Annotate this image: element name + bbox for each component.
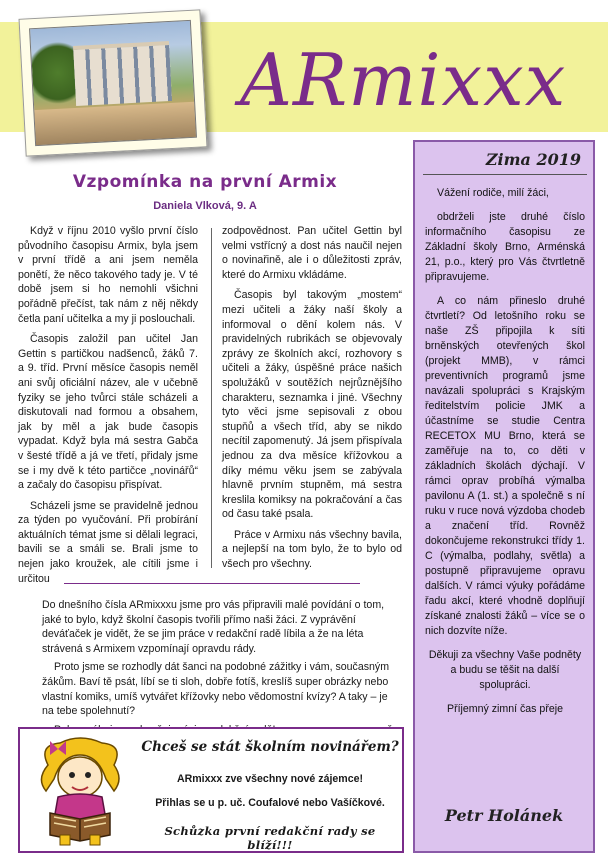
girl-reading-illustration xyxy=(28,735,132,847)
article-column-left xyxy=(18,224,198,592)
article-paragraph: Práce v Armixu nás všechny bavila, a nejlepší na tom bylo, že to bylo od všech pro všechny. xyxy=(222,528,402,571)
school-building-photo xyxy=(29,20,197,146)
sidebar-closing: Příjemný zimní čas přeje xyxy=(447,703,563,715)
sidebar-paragraph: A co nám přineslo druhé čtvrtletí? Od letošního roku se naše ZŠ připojila k síti brněnských otevřených škol (projekt MMB), v rámci preventivních programů jsme navázali spolupráci s Krajským ředitelstvím policie JMK a účastníme se studie Centra RECETOX MU Brno, která se zaměřuje na to, co děti v základních školách dýchají. V rámci oprav probíhá výmalba pavilonu A (1. st.) a společně s ní ruku v ruce nová výzdoba chodeb a značení tříd. Rovněž dokončujeme rekonstrukci třídy 1. C (výmalba, podlahy, světla) a postupně připravujeme opravu dalších. V rámci výuky pořádáme řadu akcí, které vhodně doplňují získané znalosti žáků – více se o nich dozvíte níže. xyxy=(425,295,585,637)
article-paragraph: Časopis založil pan učitel Jan Gettin s partičkou nadšenců, žáků 7. a 9. tříd. První měsíce časopis neměl ani svůj oficiální název, ale v učebně fyziky se jeho tvůrci stále scházeli a diskutovali nad formou a obsahem, jak by měl a jak bude časopis vypadat. Když byla má sestra Gabča v šesté třídě a já ve třetí, přidaly jsme se i my dvě k této partičce „novinářů“ a začaly do časopisu přispívat. xyxy=(18,333,198,492)
article-paragraph: Časopis byl takovým „mostem“ mezi učiteli a žáky naší školy a informoval o dění kolem nás. V pravidelných rubrikách se objevovaly zprávy ze školních akcí, rozhovory s učiteli a žáky, úspěšné práce našich spolužáků v soutěžích nejrůznějšího charakteru, seznamka i jiné. Všechny tyto věci jsme sepisovali z obou stupňů a všech tříd, aby se nikdo necítil zapomenutý. Já jsem přispívala jednou za dva měsíce křížovkou a díky mému věku jsem se zabývala hlavně prvním stupněm, má sestra kreslila komiksy na pokračování a čas od času také psala. xyxy=(222,289,402,521)
masthead-title: ARmixxx xyxy=(240,38,567,122)
article-author: Daniela Vlková, 9. A xyxy=(153,200,257,212)
editorial-note xyxy=(42,598,396,741)
sidebar-paragraph: Děkuji za všechny Vaše podněty a budu se těšit na další spolupráci. xyxy=(428,649,582,691)
invitation-headline: Chceš se stát školním novinářem? xyxy=(141,739,399,755)
article-paragraph: Když v říjnu 2010 vyšlo první číslo původního časopisu Armix, byla jsem v první třídě a ani jsem neměla ponětí, že něco takového tady je. V té době jsem si ho nemohli všichni pořádně přečíst, tak nám z něj někdy četla paní učitelka a my ji poslouchali. xyxy=(18,225,198,325)
section-divider xyxy=(64,583,360,584)
sidebar-body xyxy=(425,186,585,726)
invitation-tagline: Schůzka první redakční rady se blíží!!! xyxy=(164,824,376,852)
header-photo-frame xyxy=(19,9,208,156)
editor-signature: Petr Holánek xyxy=(444,806,564,825)
article-title: Vzpomínka na první Armix xyxy=(72,172,338,192)
editorial-paragraph: Proto jsme se rozhodly dát šanci na podobné zážitky i vám, současným žákům. Baví tě psát, líbí se ti sloh, dobře fotíš, kreslíš super obrázky nebo vlastní komiks, umíš vytvářet křížovky nebo vědomostní kvízy? A taky – je na tebe spolehnutí? xyxy=(42,661,390,718)
sidebar-divider xyxy=(423,174,587,175)
sidebar-paragraph: obdrželi jste druhé číslo informačního časopisu ze Základní školy Brno, Arménská 21, p.o., který pro Vás čtvrtletně připravujeme. xyxy=(425,211,585,283)
column-divider xyxy=(211,228,212,568)
issue-title: Zima 2019 xyxy=(485,150,581,169)
editorial-sidebar xyxy=(413,140,595,853)
sidebar-greeting: Vážení rodiče, milí žáci, xyxy=(437,187,549,199)
invitation-line: Přihlas se u p. uč. Coufalové nebo Vašíčkové. xyxy=(155,797,385,809)
article-paragraph: zodpovědnost. Pan učitel Gettin byl velmi vstřícný a dost nás naučil nejen o novinařině, ale i o důležitosti zpráv, které do Armixu vkládáme. xyxy=(222,225,402,281)
editorial-paragraph: Do dnešního čísla ARmixxxu jsme pro vás připravili malé povídání o tom, jaké to bylo, když školní časopis tvořili přímo naši žáci. Z vyprávění deváťaček je vidět, že se jim práce v redakční radě líbila a že na léta strávená s Armixem vzpomínají opravdu rády. xyxy=(42,599,385,655)
article-column-right xyxy=(222,224,402,578)
invitation-line: ARmixxx zve všechny nové zájemce! xyxy=(176,773,364,785)
invitation-box xyxy=(18,727,404,853)
article-paragraph: Scházeli jsme se pravidelně jednou za týden po vyučování. Při probírání aktuálních témat jsme si dělali legraci, bavili se a smáli se. Brali jsme to nejen jako kroužek, ale cítili jsme i určitou xyxy=(18,499,198,585)
